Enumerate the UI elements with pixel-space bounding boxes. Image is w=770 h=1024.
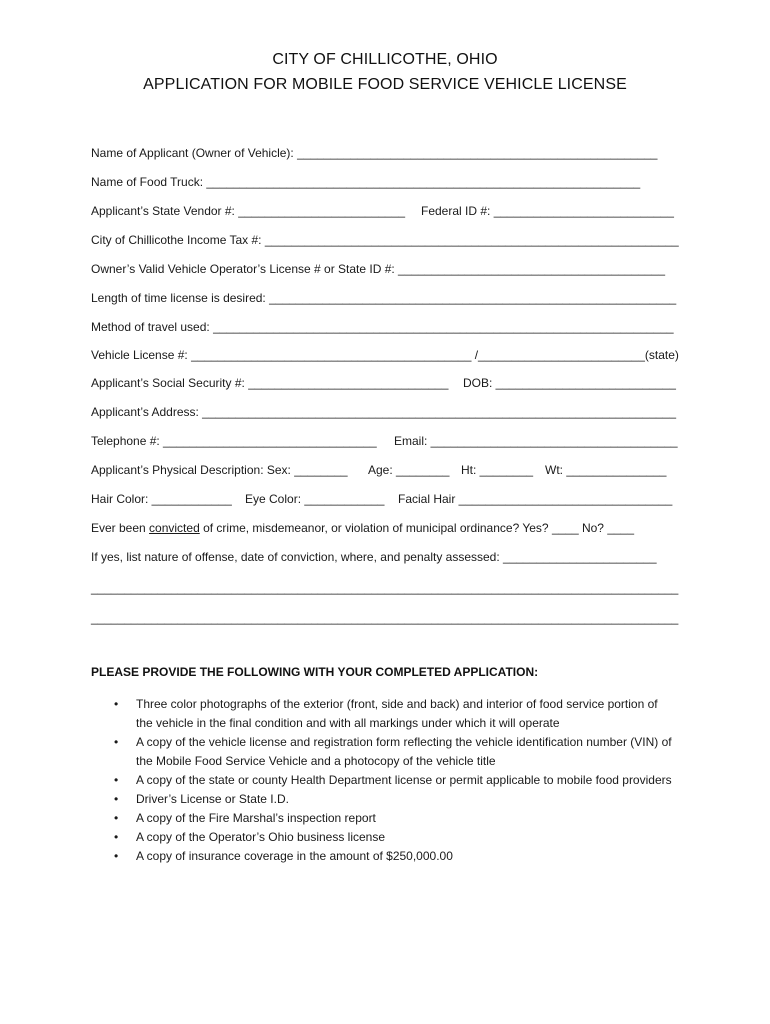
travel-method-field[interactable] [91,319,681,335]
hair-color-field[interactable]: Hair Color: ____________ [91,492,232,506]
owner-name-label: Name of Applicant (Owner of Vehicle): ______________________________________________________ [91,146,658,160]
list-item-text: A copy of insurance coverage in the amount of $250,000.00 [136,849,453,863]
conviction-pre: Ever been [91,521,150,535]
list-item [91,790,691,809]
list-item [91,733,691,771]
address-field[interactable] [91,404,681,420]
list-item-text: Driver’s License or State I.D. [136,792,289,806]
bullet-icon: • [114,773,119,787]
bullet-icon: • [114,811,119,825]
owner-name-field[interactable] [91,145,681,161]
city-title: CITY OF CHILLICOTHE, OHIO [272,51,498,68]
bullet-icon: • [114,830,119,844]
length-time-field[interactable] [91,290,681,306]
requirements-heading: PLEASE PROVIDE THE FOLLOWING WITH YOUR COMPLETED APPLICATION: [91,665,539,679]
list-item-text: A copy of the Operator’s Ohio business license [136,830,386,844]
federal-id-field[interactable]: Federal ID #: ___________________________ [421,204,674,218]
bullet-icon: • [114,735,119,749]
conviction-question[interactable] [91,520,681,536]
requirements-list [91,695,691,866]
facial-hair-field[interactable]: Facial Hair ________________________________ [398,492,673,506]
state-vendor-field[interactable]: Applicant’s State Vendor #: _________________________ [91,204,406,218]
height-field[interactable]: Ht: ________ [461,463,534,477]
offense-blank-line-1[interactable] [91,580,681,596]
income-tax-field[interactable] [91,232,681,248]
eye-color-field[interactable]: Eye Color: ____________ [245,492,385,506]
income-tax-label: City of Chillicothe Income Tax #: ______________________________________________________________ [91,233,679,247]
hair-eye-facial-row [91,491,681,507]
age-field[interactable]: Age: ________ [368,463,450,477]
list-item [91,809,691,828]
vehicle-license-field[interactable] [91,347,681,363]
weight-field[interactable]: Wt: _______________ [545,463,667,477]
sex-field[interactable]: Applicant’s Physical Description: Sex: ________ [91,463,348,477]
ssn-dob-row [91,375,681,391]
operator-license-label: Owner’s Valid Vehicle Operator’s License # or State ID #: ________________________________________ [91,262,666,276]
bullet-icon: • [114,792,119,806]
list-item-text: A copy of the Fire Marshal’s inspection report [136,811,376,825]
offense-details-field[interactable] [91,549,681,565]
telephone-field[interactable]: Telephone #: ________________________________ [91,434,377,448]
form-title: APPLICATION FOR MOBILE FOOD SERVICE VEHICLE LICENSE [143,76,627,93]
vehicle-license-label: Vehicle License #: __________________________________________ /_________________________(state) [91,348,679,362]
email-field[interactable]: Email: _____________________________________ [394,434,678,448]
list-item [91,771,691,790]
list-item [91,695,691,733]
food-truck-label: Name of Food Truck: _________________________________________________________________ [91,175,641,189]
travel-method-label: Method of travel used: _____________________________________________________________________ [91,320,674,334]
offense-details-label: If yes, list nature of offense, date of conviction, where, and penalty assessed: _______________________ [91,550,657,564]
phone-email-row [91,433,681,449]
address-label: Applicant’s Address: _______________________________________________________________________ [91,405,677,419]
food-truck-field[interactable] [91,174,681,190]
bullet-icon: • [114,697,119,711]
blank-line: ________________________________________________________________________________________ [91,581,679,595]
convicted-word: convicted [149,521,200,535]
operator-license-field[interactable] [91,261,681,277]
list-item-text: A copy of the vehicle license and registration form reflecting the vehicle identification number (VIN) of the Mobile Food Service Vehicle and a photocopy of the vehicle title [136,735,672,768]
list-item [91,828,691,847]
conviction-post: of crime, misdemeanor, or violation of municipal ordinance? Yes? ____ No? ____ [199,521,635,535]
offense-blank-line-2[interactable] [91,610,681,626]
physical-description-row [91,462,681,478]
list-item-text: A copy of the state or county Health Department license or permit applicable to mobile food providers [136,773,672,787]
ssn-field[interactable]: Applicant’s Social Security #: ______________________________ [91,376,449,390]
bullet-icon: • [114,849,119,863]
vendor-federal-row [91,203,681,219]
list-item-text: Three color photographs of the exterior (front, side and back) and interior of food service portion of the vehicle in the final condition and with all markings under which it will operate [136,697,658,730]
list-item [91,847,691,866]
dob-field[interactable]: DOB: ___________________________ [463,376,676,390]
conviction-text [91,520,634,536]
length-time-label: Length of time license is desired: _____________________________________________________________ [91,291,677,305]
blank-line: ________________________________________________________________________________________ [91,611,679,625]
